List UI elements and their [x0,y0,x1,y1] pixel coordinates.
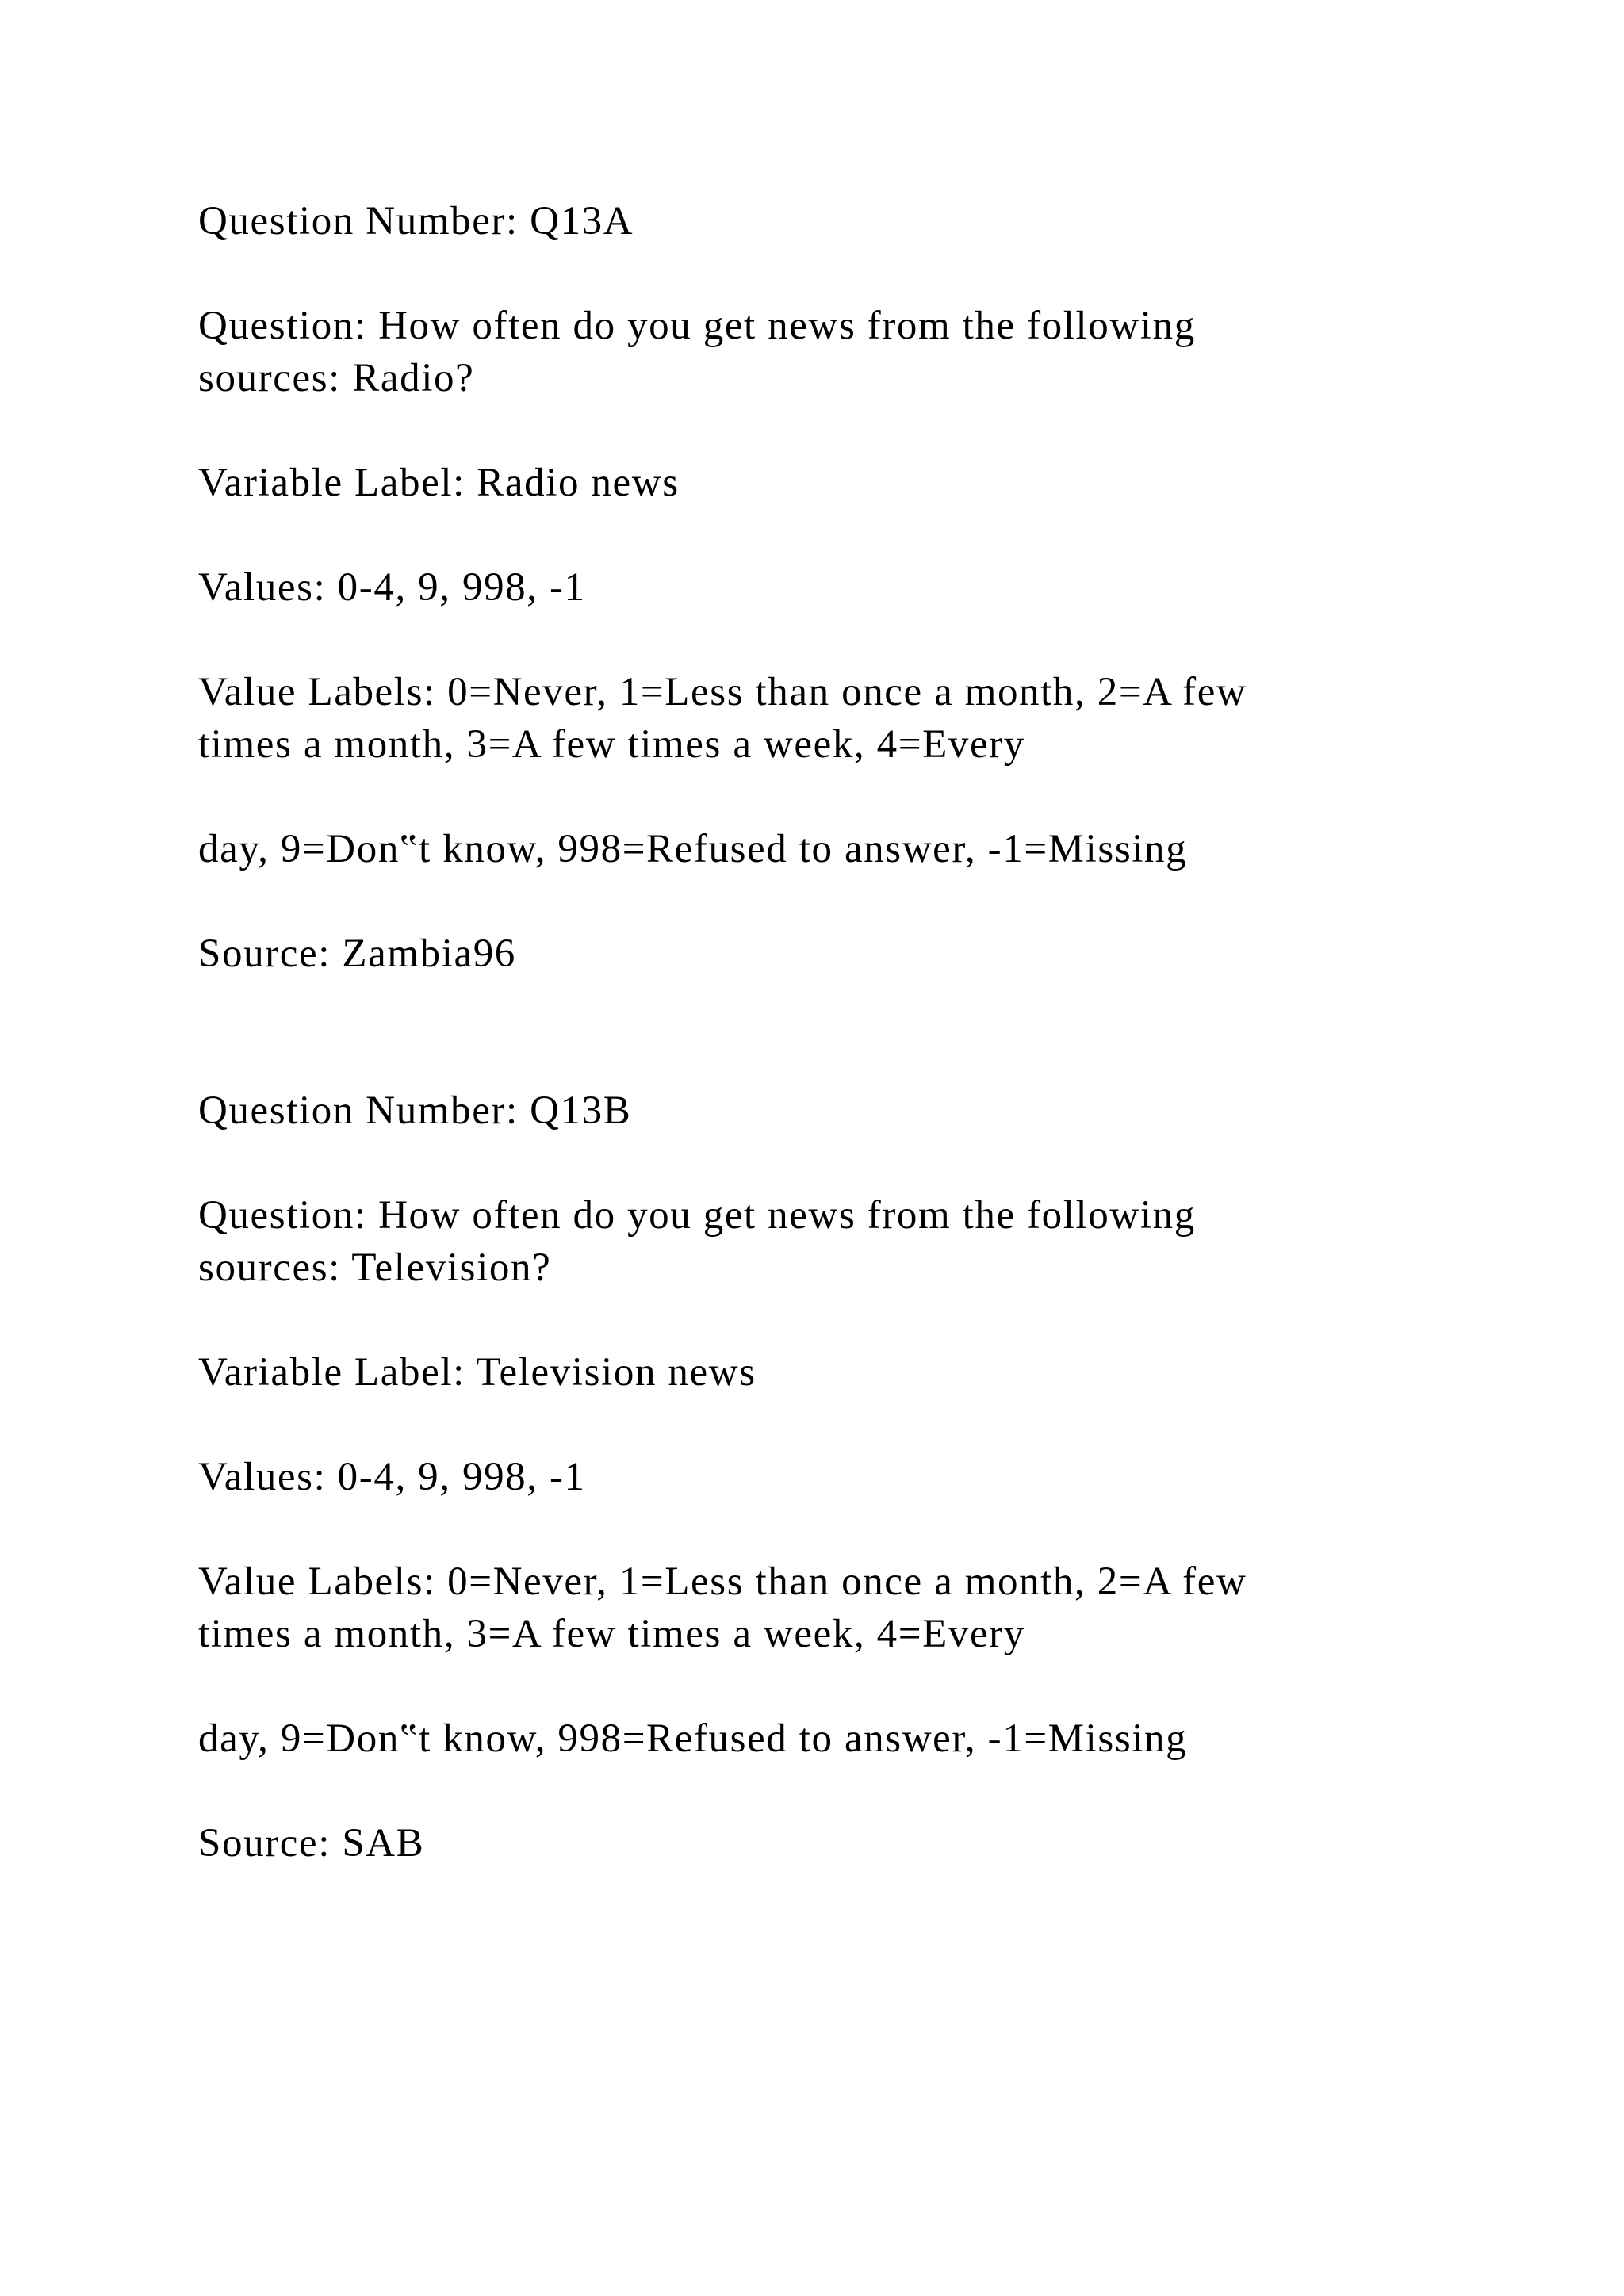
values: Values: 0-4, 9, 998, -1 [198,1455,586,1499]
question-text-line: Question: How often do you get news from the following [198,304,1196,348]
variable-label: Variable Label: Television news [198,1350,756,1395]
variable-label: Variable Label: Radio news [198,461,680,505]
value-labels-line: day, 9=Don‟t know, 998=Refused to answer, -1=Missing [198,827,1188,871]
value-labels-line: Value Labels: 0=Never, 1=Less than once a month, 2=A few [198,1559,1247,1604]
question-number: Question Number: Q13B [198,1089,632,1133]
question-number: Question Number: Q13A [198,199,634,243]
question-text-line: sources: Radio? [198,356,475,400]
question-text-line: sources: Television? [198,1246,552,1290]
source: Source: Zambia96 [198,932,516,976]
source: Source: SAB [198,1821,425,1866]
value-labels-line: times a month, 3=A few times a week, 4=Every [198,722,1025,767]
question-text-line: Question: How often do you get news from the following [198,1193,1196,1238]
value-labels-line: times a month, 3=A few times a week, 4=Every [198,1612,1025,1656]
value-labels-line: day, 9=Don‟t know, 998=Refused to answer, -1=Missing [198,1716,1188,1761]
values: Values: 0-4, 9, 998, -1 [198,565,586,610]
value-labels-line: Value Labels: 0=Never, 1=Less than once a month, 2=A few [198,670,1247,714]
